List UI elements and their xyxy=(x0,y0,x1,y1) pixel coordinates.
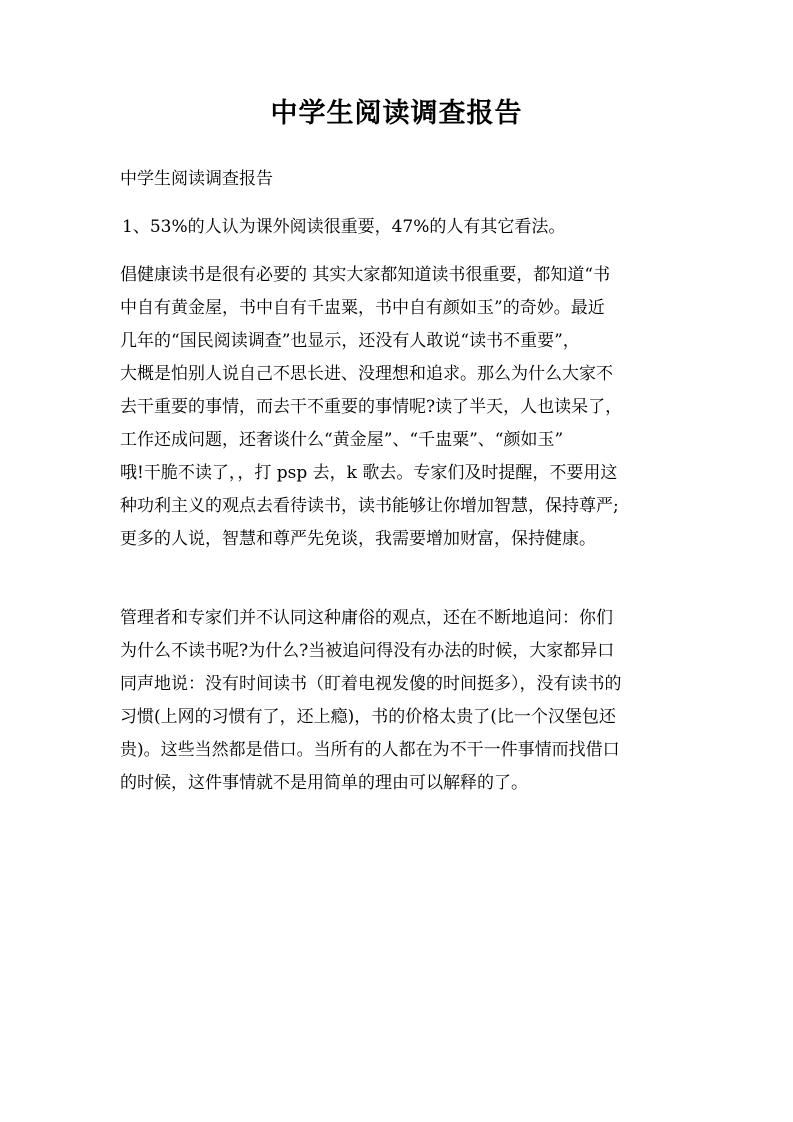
document-subtitle: 中学生阅读调查报告 xyxy=(120,169,273,189)
paragraph-line: 同声地说：没有时间读书（盯着电视发傻的时间挺多），没有读书的 xyxy=(120,674,622,694)
paragraph-line: 哦!干脆不读了，，打 psp 去，k 歌去。专家们及时提醒，不要用这 xyxy=(120,463,618,483)
paragraph-line: 种功利主义的观点去看待读书，读书能够让你增加智慧，保持尊严; xyxy=(120,496,619,516)
document-title: 中学生阅读调查报告 xyxy=(270,98,523,129)
paragraph-line: 倡健康读书是很有必要的 其实大家都知道读书很重要，都知道“书 xyxy=(120,265,611,285)
paragraph-line: 习惯(上网的习惯有了，还上瘾)，书的价格太贵了(比一个汉堡包还 xyxy=(120,707,616,727)
paragraph-line: 管理者和专家们并不认同这种庸俗的观点，还在不断地追问：你们 xyxy=(120,608,613,628)
paragraph-line: 大概是怕别人说自己不思长进、没理想和追求。那么为什么大家不 xyxy=(120,364,613,384)
paragraph-line: 中自有黄金屋，书中自有千盅粟，书中自有颜如玉”的奇妙。最近 xyxy=(120,298,605,318)
paragraph-line: 几年的“国民阅读调查”也显示，还没有人敢说“读书不重要”， xyxy=(120,331,580,351)
paragraph-line: 去干重要的事情，而去干不重要的事情呢?读了半天，人也读呆了， xyxy=(120,397,623,417)
paragraph-line: 更多的人说，智慧和尊严先免谈，我需要增加财富，保持健康。 xyxy=(120,529,596,549)
paragraph-2 xyxy=(120,602,680,800)
survey-point-1: 1、53%的人认为课外阅读很重要，47%的人有其它看法。 xyxy=(122,217,566,237)
paragraph-1 xyxy=(120,259,680,556)
paragraph-line: 工作还成问题，还奢谈什么“黄金屋”、“千盅粟”、“颜如玉” xyxy=(120,430,564,450)
paragraph-line: 的时候，这件事情就不是用简单的理由可以解释的了。 xyxy=(120,773,528,793)
paragraph-line: 贵)。这些当然都是借口。当所有的人都在为不干一件事情而找借口 xyxy=(120,740,620,760)
paragraph-line: 为什么不读书呢?为什么?当被追问得没有办法的时候，大家都异口 xyxy=(120,641,615,661)
